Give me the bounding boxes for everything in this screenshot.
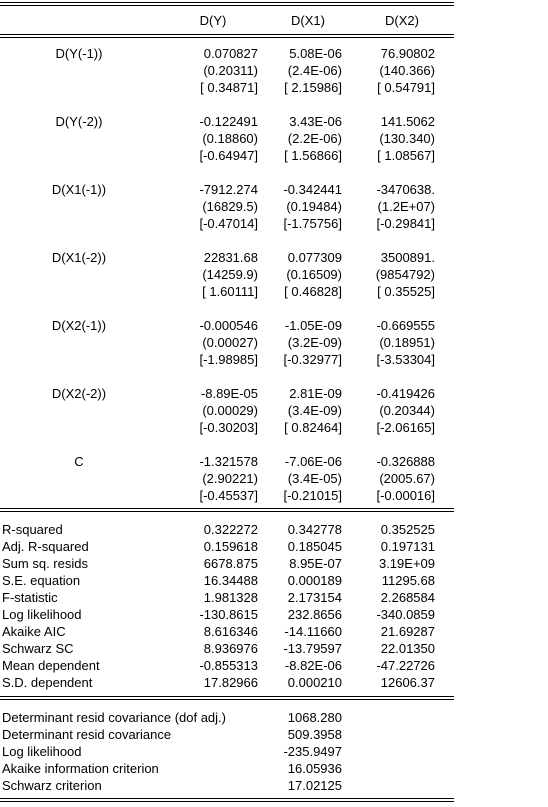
header-rule-2 [0,37,454,38]
determinant-value: 17.02125 [287,778,342,793]
t-stat-value: [ 1.60111] [202,284,258,299]
bottom-rule-1 [0,798,454,799]
det-rule-1 [0,696,454,697]
stat-value: 0.197131 [380,539,435,554]
std-error-value: (16829.5) [202,199,258,214]
det-rule-2 [0,699,454,700]
t-stat-value: [-1.75756] [283,216,342,231]
stat-label: Adj. R-squared [2,539,89,554]
stat-value: 17.82966 [203,675,258,690]
std-error-value: (2.2E-06) [287,131,342,146]
std-error-value: (3.4E-05) [287,471,342,486]
t-stat-value: [ 0.34871] [200,80,258,95]
stat-value: 1.981328 [203,590,258,605]
stat-value: -47.22726 [376,658,435,673]
std-error-value: (0.16509) [286,267,342,282]
stat-value: 8.95E-07 [289,556,342,571]
determinant-label: Determinant resid covariance [2,727,172,742]
t-stat-value: [ 1.56866] [284,148,342,163]
std-error-value: (14259.9) [202,267,258,282]
t-stat-value: [-0.47014] [199,216,258,231]
stat-value: 0.342778 [287,522,342,537]
coefficient-value: 2.81E-09 [289,386,342,401]
stat-value: 3.19E+09 [378,556,435,571]
std-error-value: (0.00029) [202,403,258,418]
t-stat-value: [-3.53304] [376,352,435,367]
stat-value: 6678.875 [203,556,258,571]
determinant-value: 1068.280 [287,710,342,725]
stat-label: Sum sq. resids [2,556,88,571]
determinant-value: -235.9497 [283,744,342,759]
header-rule-1 [0,34,454,35]
stat-value: -130.8615 [199,607,258,622]
determinant-label: Determinant resid covariance (dof adj.) [2,710,226,725]
stats-rule-1 [0,508,454,509]
t-stat-value: [ 0.82464] [284,420,342,435]
stat-label: Akaike AIC [2,624,66,639]
std-error-value: (9854792) [375,267,435,282]
stat-value: 0.000189 [287,573,342,588]
coefficient-value: -0.669555 [376,318,435,333]
coefficient-value: -0.326888 [376,454,435,469]
coefficient-value: 141.5062 [380,114,435,129]
regressor-name: D(X2(-2)) [51,386,107,401]
determinant-label: Schwarz criterion [2,778,102,793]
coefficient-value: -8.89E-05 [200,386,258,401]
top-rule-2 [0,5,454,6]
std-error-value: (2.4E-06) [287,63,342,78]
coefficient-value: 0.070827 [203,46,258,61]
t-stat-value: [-1.98985] [199,352,258,367]
stat-label: Log likelihood [2,607,82,622]
stat-value: 0.159618 [203,539,258,554]
stat-label: Schwarz SC [2,641,74,656]
stat-value: 0.185045 [287,539,342,554]
coefficient-value: 22831.68 [203,250,258,265]
t-stat-value: [ 2.15986] [284,80,342,95]
column-header-dy: D(Y) [199,13,227,28]
std-error-value: (0.20344) [379,403,435,418]
std-error-value: (0.00027) [202,335,258,350]
stat-value: 0.352525 [380,522,435,537]
stat-value: 2.173154 [287,590,342,605]
t-stat-value: [-0.21015] [283,488,342,503]
std-error-value: (2.90221) [202,471,258,486]
bottom-rule-2 [0,801,454,802]
stat-value: 8.936976 [203,641,258,656]
std-error-value: (0.18860) [202,131,258,146]
std-error-value: (130.340) [379,131,435,146]
t-stat-value: [ 0.35525] [377,284,435,299]
t-stat-value: [-2.06165] [376,420,435,435]
top-rule-1 [0,2,454,3]
stat-value: 0.000210 [287,675,342,690]
coefficient-value: 0.077309 [287,250,342,265]
coefficient-value: -7912.274 [199,182,258,197]
std-error-value: (140.366) [379,63,435,78]
stat-label: S.E. equation [2,573,81,588]
determinant-value: 509.3958 [287,727,342,742]
std-error-value: (0.18951) [379,335,435,350]
coefficient-value: -0.419426 [376,386,435,401]
coefficient-value: 5.08E-06 [289,46,342,61]
std-error-value: (0.20311) [203,63,258,78]
column-header-dx2: D(X2) [385,13,419,28]
t-stat-value: [-0.45537] [199,488,258,503]
stat-label: F-statistic [2,590,58,605]
stat-value: 22.01350 [380,641,435,656]
regressor-name: D(X1(-2)) [51,250,107,265]
stat-label: Mean dependent [2,658,100,673]
coefficient-value: -7.06E-06 [284,454,342,469]
regressor-name: D(X1(-1)) [51,182,107,197]
t-stat-value: [ 1.08567] [377,148,435,163]
coefficient-value: -3470638. [376,182,435,197]
std-error-value: (0.19484) [286,199,342,214]
coefficient-value: 3500891. [380,250,435,265]
coefficient-value: 76.90802 [380,46,435,61]
regressor-name: D(Y(-1)) [55,46,103,61]
t-stat-value: [-0.32977] [283,352,342,367]
stat-label: S.D. dependent [2,675,93,690]
stat-value: -340.0859 [376,607,435,622]
stat-value: 0.322272 [203,522,258,537]
coefficient-value: -1.05E-09 [284,318,342,333]
stats-rule-2 [0,511,454,512]
stat-value: 21.69287 [380,624,435,639]
std-error-value: (2005.67) [379,471,435,486]
determinant-label: Log likelihood [2,744,82,759]
stat-label: R-squared [2,522,63,537]
std-error-value: (1.2E+07) [377,199,435,214]
std-error-value: (3.4E-09) [287,403,342,418]
stat-value: -8.82E-06 [284,658,342,673]
stat-value: 11295.68 [381,573,435,588]
coefficient-value: -0.122491 [199,114,258,129]
coefficient-value: 3.43E-06 [289,114,342,129]
regressor-name: D(Y(-2)) [55,114,103,129]
stat-value: -14.11660 [284,624,342,639]
t-stat-value: [ 0.54791] [377,80,435,95]
coefficient-value: -1.321578 [199,454,258,469]
coefficient-value: -0.342441 [283,182,342,197]
stat-value: -0.855313 [199,658,258,673]
std-error-value: (3.2E-09) [287,335,342,350]
column-header-dx1: D(X1) [291,13,325,28]
stat-value: 8.616346 [203,624,258,639]
regressor-name: D(X2(-1)) [51,318,107,333]
t-stat-value: [ 0.46828] [284,284,342,299]
stat-value: 232.8656 [287,607,342,622]
t-stat-value: [-0.64947] [199,148,258,163]
stat-value: 12606.37 [380,675,435,690]
determinant-label: Akaike information criterion [2,761,159,776]
determinant-value: 16.05936 [287,761,342,776]
stat-value: -13.79597 [283,641,342,656]
t-stat-value: [-0.30203] [199,420,258,435]
stat-value: 2.268584 [380,590,435,605]
stat-value: 16.34488 [203,573,258,588]
coefficient-value: -0.000546 [199,318,258,333]
t-stat-value: [-0.00016] [376,488,435,503]
regressor-name: C [74,454,84,469]
t-stat-value: [-0.29841] [376,216,435,231]
